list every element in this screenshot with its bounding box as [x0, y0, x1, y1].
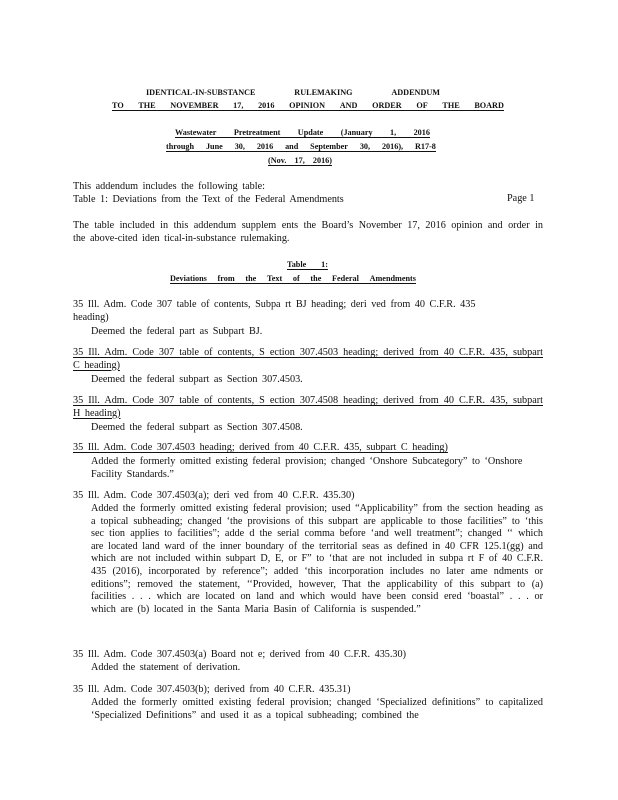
intro-line: This addendum includes the following table: [73, 181, 265, 192]
title-word: NOVEMBER [170, 101, 219, 110]
entry-heading: 35 Ill. Adm. Code 307.4503(b); derived from 40 C.F.R. 435.31) [73, 684, 351, 695]
entry-heading: 35 Ill. Adm. Code 307.4503(a); deri ved from 40 C.F.R. 435.30) [73, 490, 355, 501]
title-word: OPINION [289, 101, 326, 110]
toc-entry: Table 1: Deviations from the Text of the Federal Amendments [73, 194, 344, 205]
title-word: RULEMAKING [294, 88, 353, 97]
table-title-line-1: Table 1: [287, 260, 328, 269]
entry-heading: 35 Ill. Adm. Code 307 table of contents, S ection 307.4508 heading; derived from 40 C.F.R. 435, subpart H heading) [73, 395, 543, 419]
title-word: ORDER [372, 101, 402, 110]
entry-body: Added the formerly omitted existing federal provision; used “Applicability” from the section heading as a topical subheading; changed ‘the provisions of this subpart are applicable to those facilities” to ‘this sec tion applies to facilities”; adde d the serial comma before ‘and well treatment”; changed ‘‘ which are located land ward of the inner boundary of the territorial seas as defined in 40 CFR 125.1(gg) and which are not included within subpart D, E, or F” to ‘that are not included in subpa rt F of 40 C.F.R. 435 (2016), incorporated by reference”; added ‘this incorporation includes no later ame ndments or editions”; removed the statement, ‘‘Provided, however, That the applicability of this subpart to (a) facilities . . . which are located on land and which would have been consid ered ‘boastal” . . . or which are (b) located in the Santa Maria Basin of California is suspended.” [91, 503, 543, 615]
title-word: THE [138, 101, 156, 110]
title-line-1 [146, 88, 440, 97]
entry-body: Added the formerly omitted existing federal provision; changed ‘Onshore Subcategory” to ‘Onshore Facility Standards.” [91, 456, 523, 480]
title-word: AND [339, 101, 358, 110]
toc-page-number: Page 1 [507, 193, 535, 204]
entry-body: Deemed the federal subpart as Section 307.4508. [91, 422, 303, 433]
entry-heading: 35 Ill. Adm. Code 307 table of contents, S ection 307.4503 heading; derived from 40 C.F.R. 435, subpart C heading) [73, 347, 543, 371]
title-word: BOARD [474, 101, 504, 110]
title-word: 2016 [258, 101, 275, 110]
subtitle-line-3: (Nov. 17, 2016) [268, 156, 332, 165]
title-word: OF [416, 101, 428, 110]
subtitle-line-1: Wastewater Pretreatment Update (January 1, 2016 [175, 128, 430, 137]
title-word: ADDENDUM [391, 88, 440, 97]
subtitle-line-2: through June 30, 2016 and September 30, 2016), R17-8 [166, 142, 436, 151]
entry-heading: 35 Ill. Adm. Code 307 table of contents, Subpa rt BJ heading; deri ved from 40 C.F.R. 435 heading) [73, 299, 476, 323]
entry-heading: 35 Ill. Adm. Code 307.4503(a) Board not e; derived from 40 C.F.R. 435.30) [73, 649, 407, 660]
entry-heading: 35 Ill. Adm. Code 307.4503 heading; derived from 40 C.F.R. 435, subpart C heading) [73, 442, 448, 453]
title-word: IDENTICAL-IN-SUBSTANCE [146, 88, 256, 97]
entry-body: Added the formerly omitted existing federal provision; changed ‘Specialized definitions” to capitalized ‘Specialized Definitions” and used it as a topical subheading; combined the [91, 697, 543, 721]
entry-body: Deemed the federal part as Subpart BJ. [91, 326, 263, 337]
title-word: TO [112, 101, 124, 110]
entry-body: Added the statement of derivation. [91, 662, 241, 673]
title-word: THE [442, 101, 460, 110]
title-line-2 [112, 101, 504, 111]
table-title-line-2: Deviations from the Text of the Federal Amendments [170, 274, 416, 283]
intro-paragraph: The table included in this addendum supplem ents the Board’s November 17, 2016 opinion and order in the above-cited iden tical-in-substance rulemaking. [73, 220, 543, 244]
title-word: 17, [233, 101, 244, 110]
entry-body: Deemed the federal subpart as Section 307.4503. [91, 374, 303, 385]
